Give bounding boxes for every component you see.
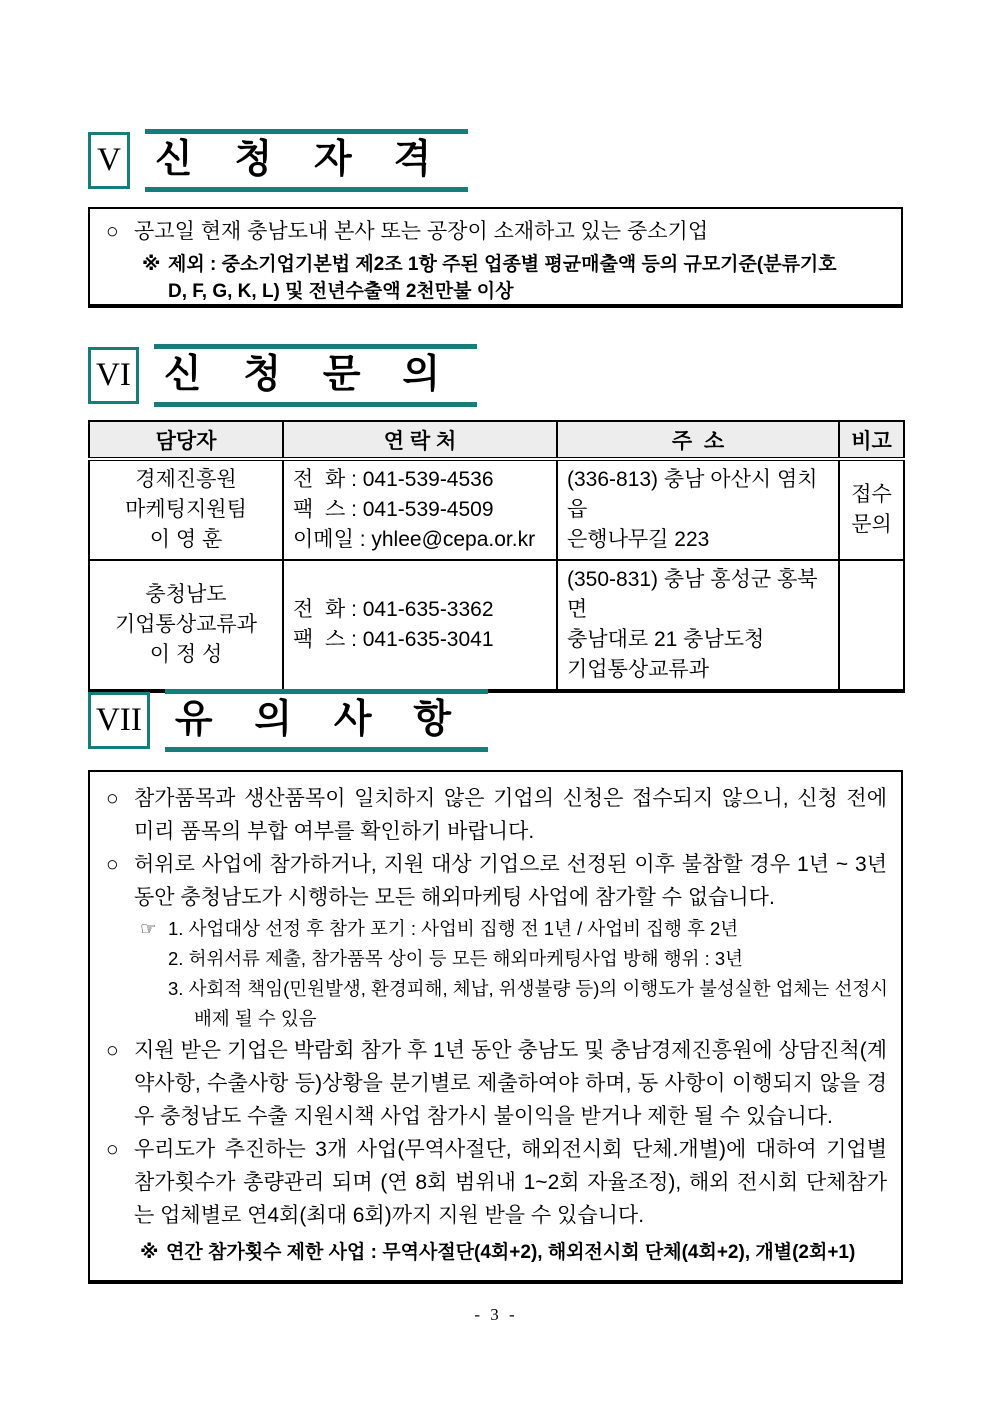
- notice-item: [102, 1034, 889, 1133]
- person-name: 이 정 성: [149, 643, 223, 666]
- org-name: 경제진흥원: [135, 468, 237, 491]
- notice-subitem: [136, 944, 889, 974]
- section-v-numeral: V: [97, 141, 121, 178]
- note-cell-empty: [839, 560, 904, 691]
- circle-bullet-icon: ○: [106, 787, 119, 810]
- contact-table: [88, 420, 905, 693]
- address-line: 충남대로 21 충남도청: [567, 628, 765, 651]
- contact-info-cell: [283, 459, 557, 560]
- pointing-hand-icon: ☞: [140, 918, 157, 939]
- notice-text: 우리도가 추진하는 3개 사업(무역사절단, 해외전시회 단체.개별)에 대하여 기업별 참가횟수가 총량관리 되며 (연 8회 범위내 1~2회 자율조정), 해외 전시회 단체참가는 업체별로 연4회(최대 6회)까지 지원 받을 수 있습니다.: [134, 1138, 887, 1227]
- phone-line: 전 화 : 041-539-4536: [293, 468, 494, 491]
- notice-item: [102, 782, 889, 848]
- section-vii-header: [88, 688, 488, 752]
- section-v-title: 신 청 자 격: [145, 129, 468, 192]
- table-header-row: [89, 421, 904, 459]
- address-cell: [557, 459, 839, 560]
- notice-footnote-text: 연간 참가횟수 제한 사업 : 무역사절단(4회+2), 해외전시회 단체(4회+2), 개별(2회+1): [166, 1242, 856, 1263]
- table-row: [89, 560, 904, 691]
- header-contact-info: 연 락 처: [283, 421, 557, 459]
- address-line: (350-831) 충남 홍성군 홍북면: [567, 568, 818, 621]
- section-vi-numeral: VI: [96, 356, 131, 393]
- notice-item: [102, 1133, 889, 1232]
- notice-subtext: 3. 사회적 책임(민원발생, 환경피해, 체납, 위생불량 등)의 이행도가 불성실한 업체는 선정시 배제 될 수 있음: [168, 978, 889, 1029]
- page-number: - 3 -: [474, 1305, 518, 1324]
- team-name: 기업통상교류과: [114, 613, 257, 636]
- eligibility-exclusion-line: [138, 251, 891, 278]
- address-line: (336-813) 충남 아산시 염치읍: [567, 468, 818, 521]
- person-name: 이 영 훈: [149, 528, 223, 551]
- section-vii-numeral-box: [88, 692, 150, 749]
- notice-item: [102, 848, 889, 914]
- eligibility-text: 공고일 현재 충남도내 본사 또는 공장이 소재하고 있는 중소기업: [134, 220, 709, 243]
- address-line: 은행나무길 223: [567, 528, 710, 551]
- address-line: 기업통상교류과: [567, 658, 710, 681]
- section-vi-header: [88, 343, 477, 407]
- notice-subtext: 1. 사업대상 선정 후 참가 포기 : 사업비 집행 전 1년 / 사업비 집행 후 2년: [168, 918, 739, 939]
- section-vii-title: 유 의 사 항: [165, 689, 488, 752]
- notice-text: 허위로 사업에 참가하거나, 지원 대상 기업으로 선정된 이후 불참할 경우 1년 ~ 3년 동안 충청남도가 시행하는 모든 해외마케팅 사업에 참가할 수 없습니다.: [134, 853, 887, 909]
- address-cell: [557, 560, 839, 691]
- notice-subtext: 2. 허위서류 제출, 참가품목 상이 등 모든 해외마케팅사업 방해 행위 : 3년: [168, 948, 744, 969]
- contact-person-cell: [89, 560, 283, 691]
- eligibility-exclusion-text: 제외 : 중소기업기본법 제2조 1항 주된 업종별 평균매출액 등의 규모기준(분류기호: [168, 254, 837, 275]
- header-note: 비고: [839, 421, 904, 459]
- section-v-numeral-box: [88, 132, 130, 189]
- contact-person-cell: [89, 459, 283, 560]
- eligibility-exclusion-line-2: [168, 278, 891, 305]
- section-vii-numeral: VII: [96, 701, 142, 738]
- eligibility-exclusion-text-2: D, F, G, K, L) 및 전년수출액 2천만불 이상: [168, 281, 514, 302]
- eligibility-line: [102, 216, 891, 247]
- notice-subitem: [136, 914, 889, 944]
- note-cell: [839, 459, 904, 560]
- phone-line: 전 화 : 041-635-3362: [293, 598, 494, 621]
- fax-line: 팩 스 : 041-539-4509: [293, 498, 494, 521]
- section-vii-content-box: [88, 770, 903, 1284]
- circle-bullet-icon: ○: [106, 1039, 119, 1062]
- notice-footnote: [136, 1237, 889, 1268]
- section-vi-title: 신 청 문 의: [154, 344, 477, 407]
- header-address: 주 소: [557, 421, 839, 459]
- org-name: 충청남도: [145, 583, 227, 606]
- table-row: [89, 459, 904, 560]
- note-line: 접수: [851, 483, 892, 506]
- reference-mark-icon: ※: [140, 1242, 159, 1263]
- contact-info-cell: [283, 560, 557, 691]
- circle-bullet-icon: ○: [106, 853, 119, 876]
- header-contact-person: 담당자: [89, 421, 283, 459]
- notice-text: 지원 받은 기업은 박람회 참가 후 1년 동안 충남도 및 충남경제진흥원에 상담진척(계약사항, 수출사항 등)상황을 분기별로 제출하여야 하며, 동 사항이 이행되지 않을 경우 충청남도 수출 지원시책 사업 참가시 불이익을 받거나 제한 될 수 있습니다.: [134, 1039, 887, 1128]
- team-name: 마케팅지원팀: [125, 498, 247, 521]
- email-line: 이메일 : yhlee@cepa.or.kr: [293, 528, 536, 551]
- notice-text: 참가품목과 생산품목이 일치하지 않은 기업의 신청은 접수되지 않으니, 신청 전에 미리 품목의 부합 여부를 확인하기 바랍니다.: [134, 787, 887, 843]
- circle-bullet-icon: ○: [106, 1138, 119, 1161]
- section-v-content-box: [88, 207, 903, 308]
- notice-subitem: [136, 974, 889, 1034]
- circle-bullet-icon: ○: [106, 220, 119, 243]
- section-vi-numeral-box: [88, 347, 139, 404]
- fax-line: 팩 스 : 041-635-3041: [293, 628, 494, 651]
- note-line: 문의: [851, 513, 892, 536]
- reference-mark-icon: ※: [142, 254, 161, 275]
- section-v-header: [88, 128, 468, 192]
